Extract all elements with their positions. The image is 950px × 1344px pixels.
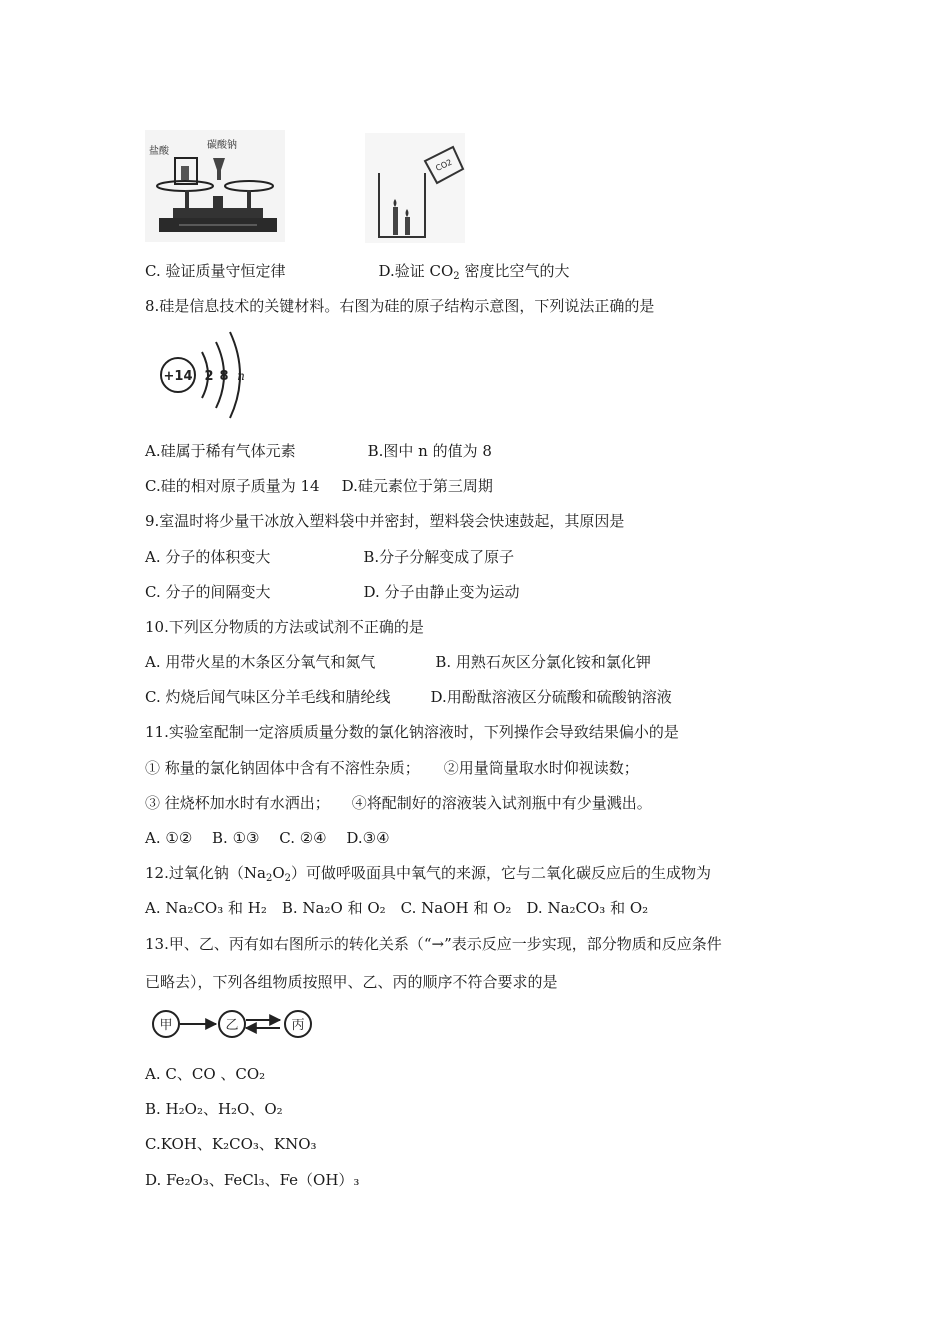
q10-option-b: B. 用熟石灰区分氯化铵和氯化钾 xyxy=(435,653,651,671)
q11-items-34 xyxy=(145,793,652,813)
q8-options-cd xyxy=(145,476,493,496)
shell2-electrons: 8 xyxy=(219,369,229,384)
q8-option-b: B.图中 n 的值为 8 xyxy=(367,442,492,460)
q9-option-b: B.分子分解变成了原子 xyxy=(363,548,515,566)
q11-item-1: ① 称量的氯化钠固体中含有不溶性杂质； xyxy=(145,759,420,777)
q7-option-d: D.验证 $CO_2$ 密度比空气的大 xyxy=(378,262,570,282)
q10-option-a: A. 用带火星的木条区分氧气和氮气 xyxy=(145,653,376,671)
q7-option-c: C. 验证质量守恒定律 xyxy=(145,262,286,280)
hcl-label: 盐酸 xyxy=(149,146,169,157)
co2-bottle-label: CO2 xyxy=(434,157,454,173)
q10-options-ab xyxy=(145,652,651,672)
q7-options xyxy=(145,261,569,281)
q9-option-d: D. 分子由静止变为运动 xyxy=(363,583,520,601)
nucleus-charge: +14 xyxy=(163,369,193,384)
q11-items-12 xyxy=(145,758,639,778)
q8-option-d: D.硅元素位于第三周期 xyxy=(341,477,493,495)
q13-option-b: B. H₂O₂、H₂O、O₂ xyxy=(145,1100,283,1118)
balance-figure xyxy=(145,130,285,242)
conversion-diagram xyxy=(150,1008,320,1040)
q10-stem: 10.下列区分物质的方法或试剂不正确的是 xyxy=(145,618,424,636)
shell1-electrons: 2 xyxy=(204,369,214,384)
q11-options: A. ①② B. ①③ C. ②④ D.③④ xyxy=(145,829,390,847)
node-yi: 乙 xyxy=(225,1018,239,1033)
q10-option-c: C. 灼烧后闻气味区分羊毛线和腈纶线 xyxy=(145,688,391,706)
q11-item-4: ④将配制好的溶液装入试剂瓶中有少量溅出。 xyxy=(351,794,652,812)
node-bing: 丙 xyxy=(291,1018,305,1033)
node-jia: 甲 xyxy=(159,1018,173,1033)
q13-option-a: A. C、CO 、CO₂ xyxy=(145,1065,266,1083)
q8-option-a: A.硅属于稀有气体元素 xyxy=(145,442,296,460)
q12-options: A. Na₂CO₃ 和 H₂ B. Na₂O 和 O₂ C. NaOH 和 O₂ D. Na₂CO₃ 和 O₂ xyxy=(145,899,649,917)
q11-item-3: ③ 往烧杯加水时有水洒出； xyxy=(145,794,330,812)
q10-options-cd xyxy=(145,687,672,707)
q13-option-d: D. Fe₂O₃、FeCl₃、Fe（OH）₃ xyxy=(145,1171,360,1189)
q9-option-a: A. 分子的体积变大 xyxy=(145,548,271,566)
q8-stem: 8.硅是信息技术的关键材料。右图为硅的原子结构示意图，下列说法正确的是 xyxy=(145,297,655,315)
q9-option-c: C. 分子的间隔变大 xyxy=(145,583,271,601)
q9-stem: 9.室温时将少量干冰放入塑料袋中并密封，塑料袋会快速鼓起，其原因是 xyxy=(145,512,625,530)
na2co3-label: 碳酸钠 xyxy=(207,140,237,151)
silicon-atom-diagram xyxy=(150,330,260,420)
q13-stem-line1: 13.甲、乙、丙有如右图所示的转化关系（“→”表示反应一步实现，部分物质和反应条件 xyxy=(145,935,722,953)
q10-option-d: D.用酚酞溶液区分硫酸和硫酸钠溶液 xyxy=(430,688,672,706)
q13-option-c: C.KOH、K₂CO₃、KNO₃ xyxy=(145,1135,317,1153)
shell3-electrons: n xyxy=(237,369,245,383)
q9-options-ab xyxy=(145,547,514,567)
q8-option-c: C.硅的相对原子质量为 14 xyxy=(145,477,320,495)
q11-item-2: ②用量筒量取水时仰视读数； xyxy=(443,759,639,777)
q8-options-ab xyxy=(145,441,492,461)
q12-stem: 12.过氧化钠$(Na_2O_2)$可做呼吸面具中氧气的来源，它与二氧化碳反应后的生成物为 xyxy=(145,864,712,884)
q9-options-cd xyxy=(145,582,520,602)
q11-stem: 11.实验室配制一定溶质质量分数的氯化钠溶液时，下列操作会导致结果偏小的是 xyxy=(145,723,679,741)
q13-stem-line2: 已略去），下列各组物质按照甲、乙、丙的顺序不符合要求的是 xyxy=(145,973,558,991)
co2-candle-figure xyxy=(365,133,465,243)
